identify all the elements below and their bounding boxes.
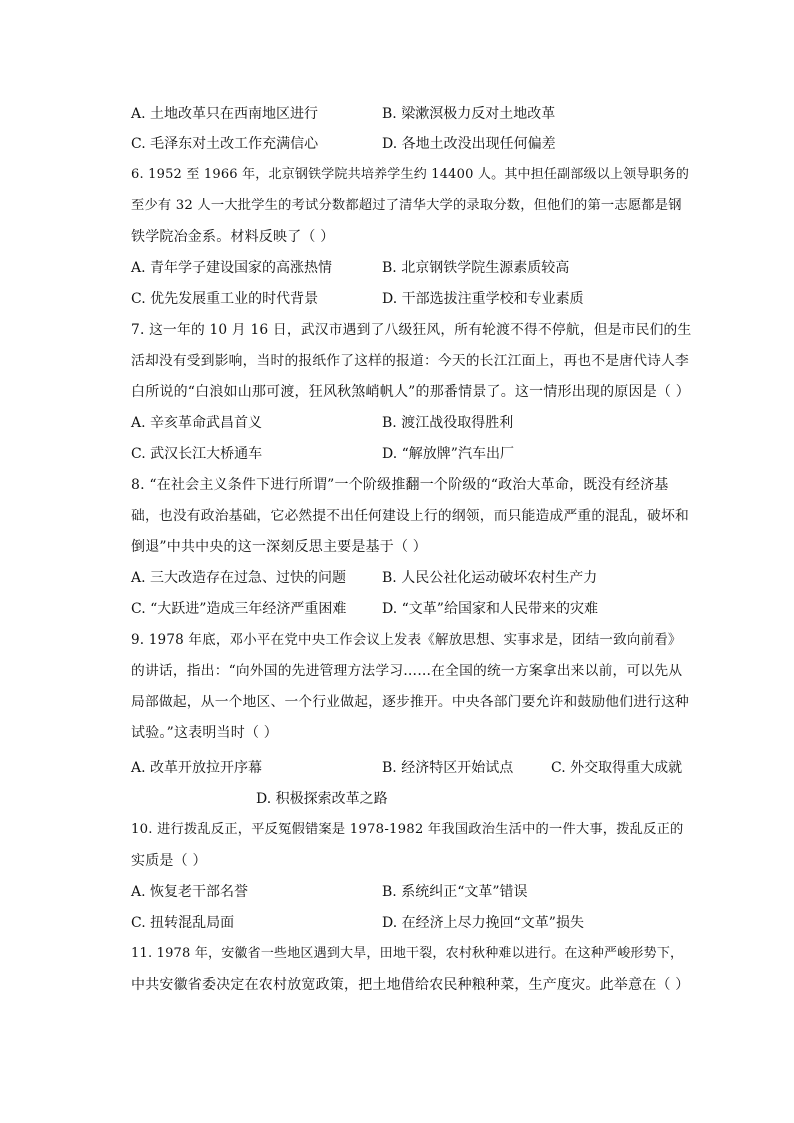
q8-text-line-1: 8. “在社会主义条件下进行所谓”一个阶级推翻一个阶级的“政治大革命，既没有经济基 bbox=[131, 477, 669, 493]
q6-option-a: A. 青年学子建设国家的高涨热情 bbox=[131, 260, 333, 276]
q6-option-b: B. 北京钢铁学院生源素质较高 bbox=[382, 260, 570, 276]
q7-text-line-2: 活却没有受到影响，当时的报纸作了这样的报道：今天的长江江面上，再也不是唐代诗人李 bbox=[131, 353, 690, 369]
q5-option-c: C. 毛泽东对土改工作充满信心 bbox=[131, 136, 319, 152]
q5-option-a: A. 土地改革只在西南地区进行 bbox=[131, 106, 319, 122]
q11-text-line-2: 中共安徽省委决定在农村放宽政策，把土地借给农民种粮种菜，生产度灾。此举意在（ ） bbox=[131, 977, 690, 993]
q11-text-line-1: 11. 1978 年，安徽省一些地区遇到大旱，田地干裂，农村秋种难以进行。在这种严峻形势下， bbox=[131, 946, 684, 961]
q6-text-line-1: 6. 1952 至 1966 年，北京钢铁学院共培养学生约 14400 人。其中担任副部级以上领导职务的 bbox=[131, 167, 690, 182]
q7-text-line-1: 7. 这一年的 10 月 16 日，武汉市遇到了八级狂风，所有轮渡不得不停航，但是市民们的生 bbox=[131, 322, 692, 338]
q8-option-c: C. “大跃进”造成三年经济严重困难 bbox=[131, 601, 347, 617]
q9-text-line-4: 试验。”这表明当时（ ） bbox=[131, 725, 279, 741]
q10-text-line-1: 10. 进行拨乱反正，平反冤假错案是 1978-1982 年我国政治生活中的一件大事，拨乱反正的 bbox=[131, 822, 684, 837]
q7-option-d: D. “解放牌”汽车出厂 bbox=[382, 446, 514, 462]
q6-option-d: D. 干部选拔注重学校和专业素质 bbox=[382, 291, 584, 307]
q6-text-line-2: 至少有 32 人一大批学生的考试分数都超过了清华大学的录取分数，但他们的第一志愿都是钢 bbox=[131, 198, 682, 213]
q8-option-d: D. “文革”给国家和人民带来的灾难 bbox=[382, 601, 598, 617]
q9-option-b: B. 经济特区开始试点 bbox=[382, 760, 514, 776]
q9-option-d: D. 积极探索改革之路 bbox=[256, 791, 388, 807]
q8-text-line-3: 倒退”中共中央的这一深刻反思主要是基于（ ） bbox=[131, 539, 428, 555]
q10-option-b: B. 系统纠正“文革”错误 bbox=[382, 884, 528, 900]
q10-text-line-2: 实质是（ ） bbox=[131, 853, 207, 869]
q9-option-a: A. 改革开放拉开序幕 bbox=[131, 760, 263, 776]
q5-option-d: D. 各地土改没出现任何偏差 bbox=[382, 136, 556, 152]
q7-text-line-3: 白所说的“白浪如山那可渡，狂风秋煞峭帆人”的那番情景了。这一情形出现的原因是（ ） bbox=[131, 384, 690, 400]
q9-text-line-2: 的讲话，指出：“向外国的先进管理方法学习……在全国的统一方案拿出来以前，可以先从 bbox=[131, 663, 683, 679]
q10-option-d: D. 在经济上尽力挽回“文革”损失 bbox=[382, 915, 584, 931]
q8-text-line-2: 础，也没有政治基础，它必然提不出任何建设上行的纲领，而只能造成严重的混乱，破坏和 bbox=[131, 508, 690, 524]
q6-text-line-3: 铁学院冶金系。材料反映了（ ） bbox=[131, 229, 335, 245]
q7-option-b: B. 渡江战役取得胜利 bbox=[382, 415, 514, 431]
q7-option-c: C. 武汉长江大桥通车 bbox=[131, 446, 263, 462]
q9-option-c: C. 外交取得重大成就 bbox=[551, 760, 683, 776]
q7-option-a: A. 辛亥革命武昌首义 bbox=[131, 415, 263, 431]
q9-text-line-1: 9. 1978 年底，邓小平在党中央工作会议上发表《解放思想、实事求是，团结一致向前看》 bbox=[131, 632, 682, 648]
q5-option-b: B. 梁漱溟极力反对土地改革 bbox=[382, 106, 556, 122]
q8-option-a: A. 三大改造存在过急、过快的问题 bbox=[131, 570, 347, 586]
q9-text-line-3: 局部做起，从一个地区、一个行业做起，逐步推开。中央各部门要允许和鼓励他们进行这种 bbox=[131, 694, 690, 710]
q6-option-c: C. 优先发展重工业的时代背景 bbox=[131, 291, 319, 307]
q10-option-c: C. 扭转混乱局面 bbox=[131, 915, 235, 931]
q8-option-b: B. 人民公社化运动破坏农村生产力 bbox=[382, 570, 598, 586]
q10-option-a: A. 恢复老干部名誉 bbox=[131, 884, 249, 900]
